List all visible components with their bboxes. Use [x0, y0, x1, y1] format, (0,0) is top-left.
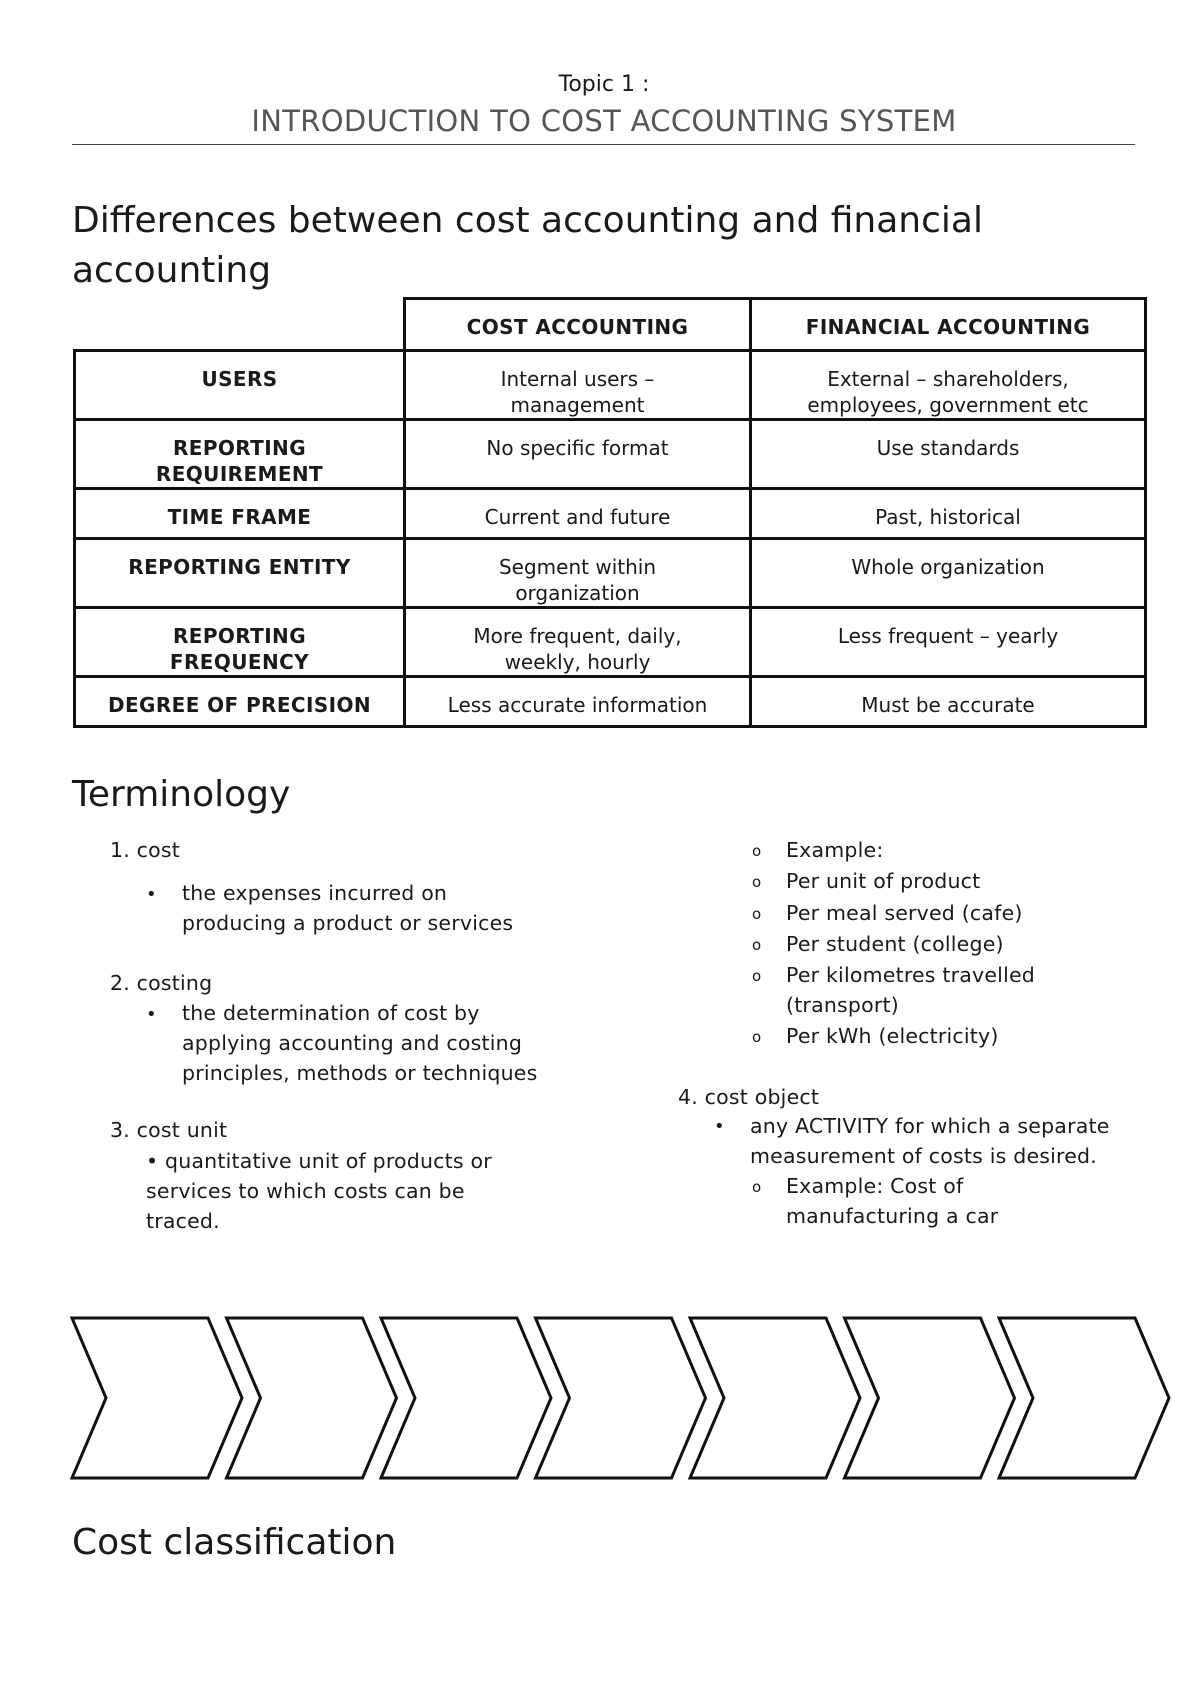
bullet-icon: • — [146, 884, 157, 905]
list-item: Per meal served (cafe) — [786, 901, 1023, 925]
process-step-chevron — [536, 1318, 706, 1478]
cell-text-line: Less accurate information — [447, 693, 708, 717]
text-line: Per kilometres travelled — [786, 963, 1035, 987]
differences-heading-line1: Differences between cost accounting and financial — [72, 200, 983, 241]
cell-text-line: USERS — [201, 367, 278, 391]
circle-bullet-icon: o — [752, 1178, 762, 1196]
term-cost-unit-title: 3. cost unit — [110, 1118, 228, 1142]
bullet-icon: • — [714, 1116, 725, 1137]
cell-text-line: Whole organization — [851, 555, 1045, 579]
cell-text-line: Internal users – — [500, 367, 655, 391]
text-line: the expenses incurred on — [182, 881, 448, 905]
cell-text-line: REQUIREMENT — [155, 462, 324, 486]
cell-text-line: TIME FRAME — [167, 505, 312, 529]
cell-text-line: External – shareholders, — [827, 367, 1069, 391]
cell-text-line: Use standards — [876, 436, 1020, 460]
text-line: any ACTIVITY for which a separate — [750, 1114, 1110, 1138]
column-header-cost: COST ACCOUNTING — [405, 299, 751, 351]
circle-bullet-icon: o — [752, 967, 762, 985]
differences-heading-line2: accounting — [72, 250, 272, 291]
cell-text-line: weekly, hourly — [504, 650, 651, 674]
text-line: producing a product or services — [182, 911, 514, 935]
text-line: • quantitative unit of products or — [146, 1149, 492, 1173]
text-line: traced. — [146, 1209, 220, 1233]
cell-text-line: Segment within — [498, 555, 657, 579]
cell-text-line: REPORTING ENTITY — [128, 555, 351, 579]
cost-classification-heading: Cost classification — [72, 1522, 397, 1563]
topic-title: INTRODUCTION TO COST ACCOUNTING SYSTEM — [251, 104, 957, 138]
text-line: (transport) — [786, 993, 899, 1017]
list-item: Example: — [786, 838, 884, 862]
cell-text-line: DEGREE OF PRECISION — [107, 693, 372, 717]
cell-text-line: Less frequent – yearly — [837, 624, 1059, 648]
cell-text-line: Past, historical — [875, 505, 1021, 529]
cell-text-line: No specific format — [486, 436, 669, 460]
circle-bullet-icon: o — [752, 873, 762, 891]
cell-text-line: management — [510, 393, 645, 417]
circle-bullet-icon: o — [752, 1028, 762, 1046]
text-line: services to which costs can be — [146, 1179, 465, 1203]
text-line: measurement of costs is desired. — [750, 1144, 1097, 1168]
cell-text-line: REPORTING — [172, 624, 307, 648]
process-step-chevron — [227, 1318, 397, 1478]
column-header-financial: FINANCIAL ACCOUNTING — [751, 299, 1146, 351]
term-costing-title: 2. costing — [110, 971, 213, 995]
cell-text-line: Must be accurate — [861, 693, 1035, 717]
terminology-heading: Terminology — [72, 774, 291, 815]
cell-text-line: employees, government etc — [807, 393, 1089, 417]
text-line: manufacturing a car — [786, 1204, 999, 1228]
text-line: applying accounting and costing — [182, 1031, 523, 1055]
topic-label: Topic 1 : — [558, 72, 650, 97]
process-step-chevron — [690, 1318, 860, 1478]
circle-bullet-icon: o — [752, 936, 762, 954]
cell-text-line: REPORTING — [172, 436, 307, 460]
process-step-chevron — [845, 1318, 1015, 1478]
process-step-chevron — [72, 1318, 242, 1478]
cell-text-line: Current and future — [484, 505, 671, 529]
cell-text-line: FREQUENCY — [169, 650, 310, 674]
list-item: Per kWh (electricity) — [786, 1024, 999, 1048]
list-item: Per student (college) — [786, 932, 1004, 956]
circle-bullet-icon: o — [752, 842, 762, 860]
text-line: Example: Cost of — [786, 1174, 964, 1198]
process-step-chevron — [381, 1318, 551, 1478]
cell-text-line: organization — [515, 581, 640, 605]
text-line: principles, methods or techniques — [182, 1061, 538, 1085]
term-cost-title: 1. cost — [110, 838, 181, 862]
text-line: the determination of cost by — [182, 1001, 480, 1025]
list-item: Per unit of product — [786, 869, 981, 893]
circle-bullet-icon: o — [752, 905, 762, 923]
term-cost-object-title: 4. cost object — [678, 1085, 820, 1109]
cell-text-line: More frequent, daily, — [473, 624, 682, 648]
process-step-chevron — [999, 1318, 1169, 1478]
bullet-icon: • — [146, 1004, 157, 1025]
